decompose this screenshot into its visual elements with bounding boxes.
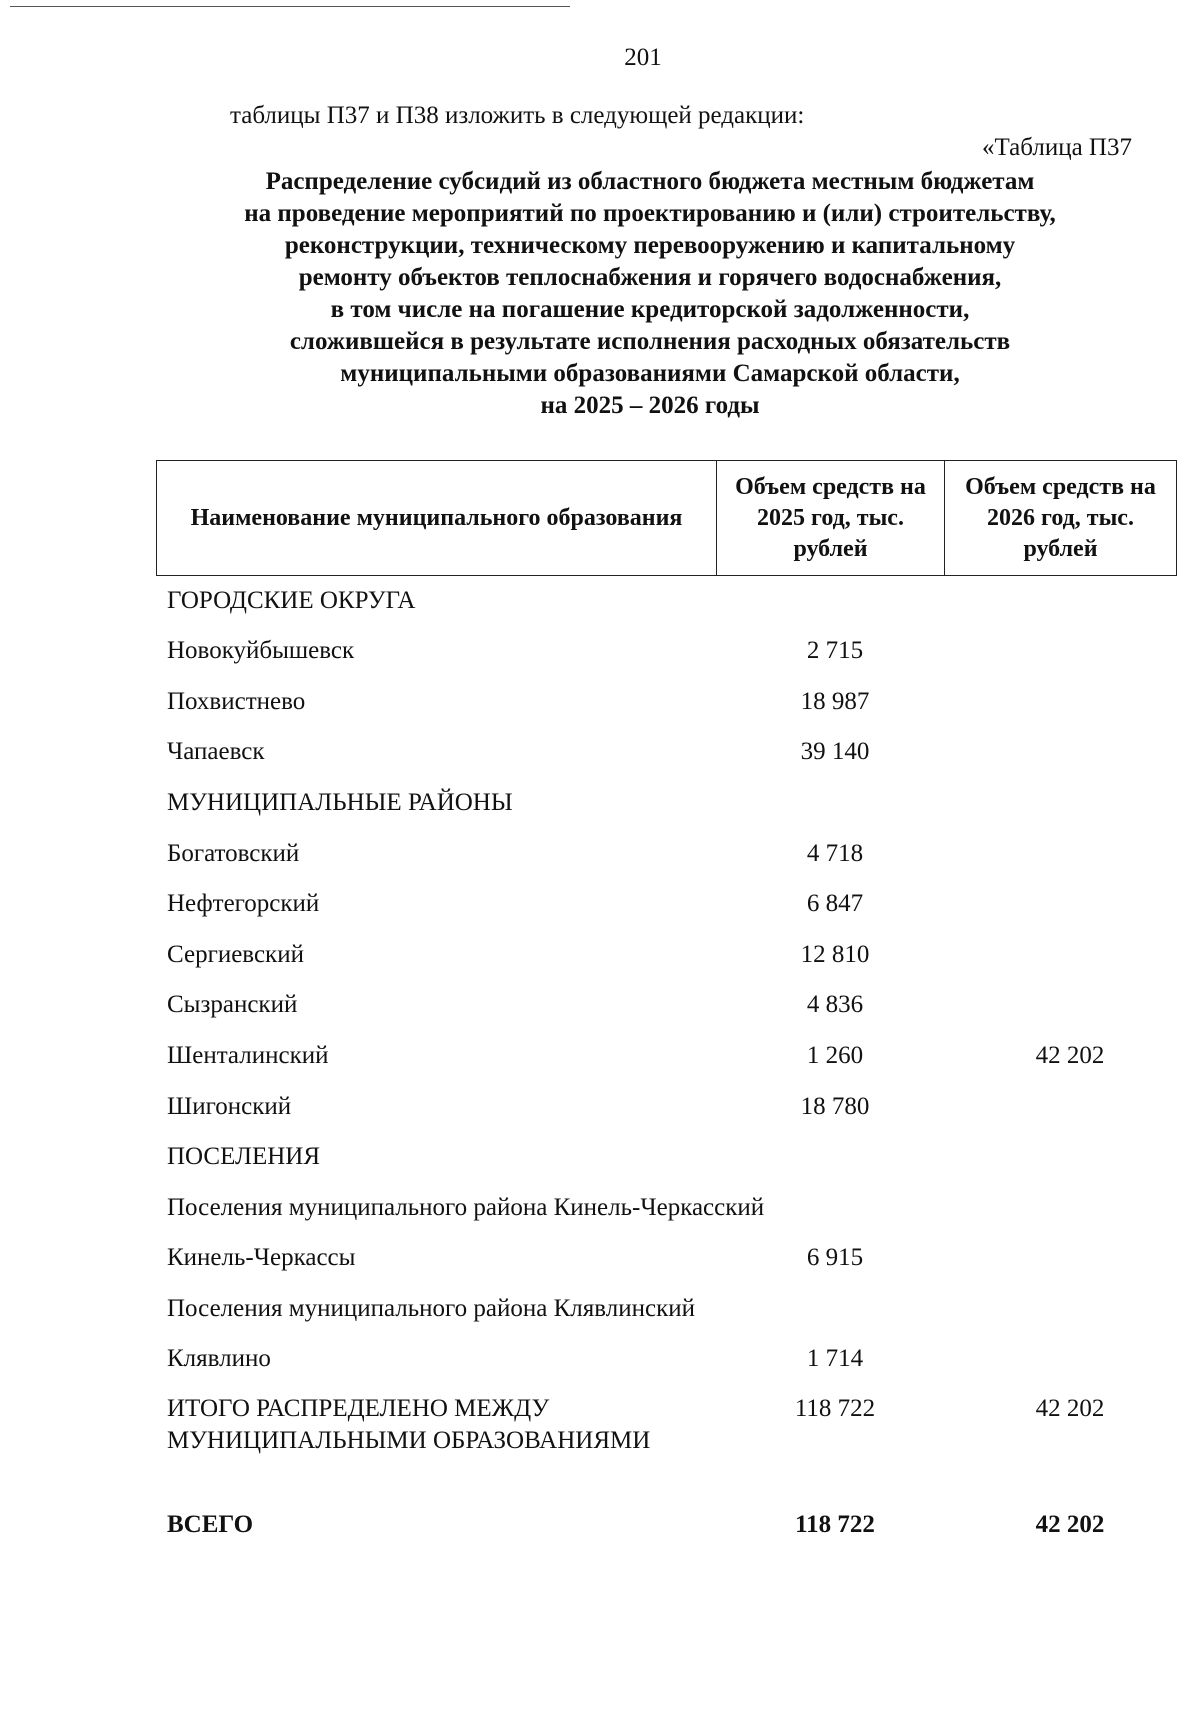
column-header-name: Наименование муниципального образования: [157, 461, 717, 576]
row-name: МУНИЦИПАЛЬНЫЕ РАЙОНЫ: [167, 789, 513, 816]
row-value-2025: 6 847: [806, 890, 864, 917]
subtotal-label: ИТОГО РАСПРЕДЕЛЕНО МЕЖДУ МУНИЦИПАЛЬНЫМИ ОБРАЗОВАНИЯМИ: [167, 1395, 651, 1454]
row-name: Богатовский: [167, 840, 300, 867]
row-value-2025: 4 718: [806, 840, 864, 867]
total-label: ВСЕГО: [167, 1511, 254, 1538]
heading-line: на 2025 – 2026 годы: [540, 392, 760, 419]
row-name: ПОСЕЛЕНИЯ: [167, 1143, 321, 1170]
column-header-2025: Объем средств на 2025 год, тыс. рублей: [717, 461, 945, 576]
row-name: Кинель-Черкассы: [167, 1244, 356, 1271]
heading-line: ремонту объектов теплоснабжения и горячего водоснабжения,: [298, 264, 1002, 291]
heading-line: в том числе на погашение кредиторской задолженности,: [330, 296, 970, 323]
table-header: [156, 460, 1177, 576]
page-number: 201: [624, 44, 662, 71]
subtotal-value-2026: 42 202: [1035, 1395, 1105, 1422]
row-name: Шенталинский: [167, 1042, 329, 1069]
row-name: Сергиевский: [167, 941, 304, 968]
row-value-2025: 18 780: [800, 1093, 870, 1120]
heading-line: на проведение мероприятий по проектированию и (или) строительству,: [244, 200, 1056, 227]
row-name: Новокуйбышевск: [167, 637, 355, 664]
row-value-2025: 1 714: [806, 1345, 864, 1372]
heading-line: сложившейся в результате исполнения расходных обязательств: [289, 328, 1011, 355]
row-value-2025: 2 715: [806, 637, 864, 664]
subtotal-value-2025: 118 722: [794, 1395, 876, 1422]
column-header-2026: Объем средств на 2026 год, тыс. рублей: [945, 461, 1177, 576]
total-value-2026: 42 202: [1035, 1511, 1105, 1538]
row-value-2025: 1 260: [806, 1042, 864, 1069]
row-value-2026: 42 202: [1035, 1042, 1105, 1069]
table-heading: [150, 166, 1150, 422]
row-name: ГОРОДСКИЕ ОКРУГА: [167, 587, 416, 614]
row-value-2025: 4 836: [806, 991, 864, 1018]
row-name: Поселения муниципального района Клявлинский: [167, 1295, 695, 1322]
heading-line: Распределение субсидий из областного бюджета местным бюджетам: [265, 168, 1035, 195]
table-reference: «Таблица П37: [982, 134, 1132, 161]
total-value-2025: 118 722: [795, 1511, 875, 1538]
row-value-2025: 12 810: [800, 941, 870, 968]
row-name: Похвистнево: [167, 688, 306, 715]
row-value-2025: 6 915: [806, 1244, 864, 1271]
row-name: Поселения муниципального района Кинель-Черкасский: [167, 1194, 765, 1221]
heading-line: реконструкции, техническому перевооружению и капитальному: [284, 232, 1016, 259]
heading-line: муниципальными образованиями Самарской области,: [340, 360, 960, 387]
row-name: Сызранский: [167, 991, 298, 1018]
row-name: Нефтегорский: [167, 890, 320, 917]
intro-text: таблицы П37 и П38 изложить в следующей редакции:: [230, 102, 805, 129]
row-name: Чапаевск: [167, 738, 265, 765]
top-rule: [10, 6, 570, 7]
row-value-2025: 18 987: [800, 688, 870, 715]
row-name: Клявлино: [167, 1345, 271, 1372]
row-value-2025: 39 140: [800, 738, 870, 765]
row-name: Шигонский: [167, 1093, 292, 1120]
